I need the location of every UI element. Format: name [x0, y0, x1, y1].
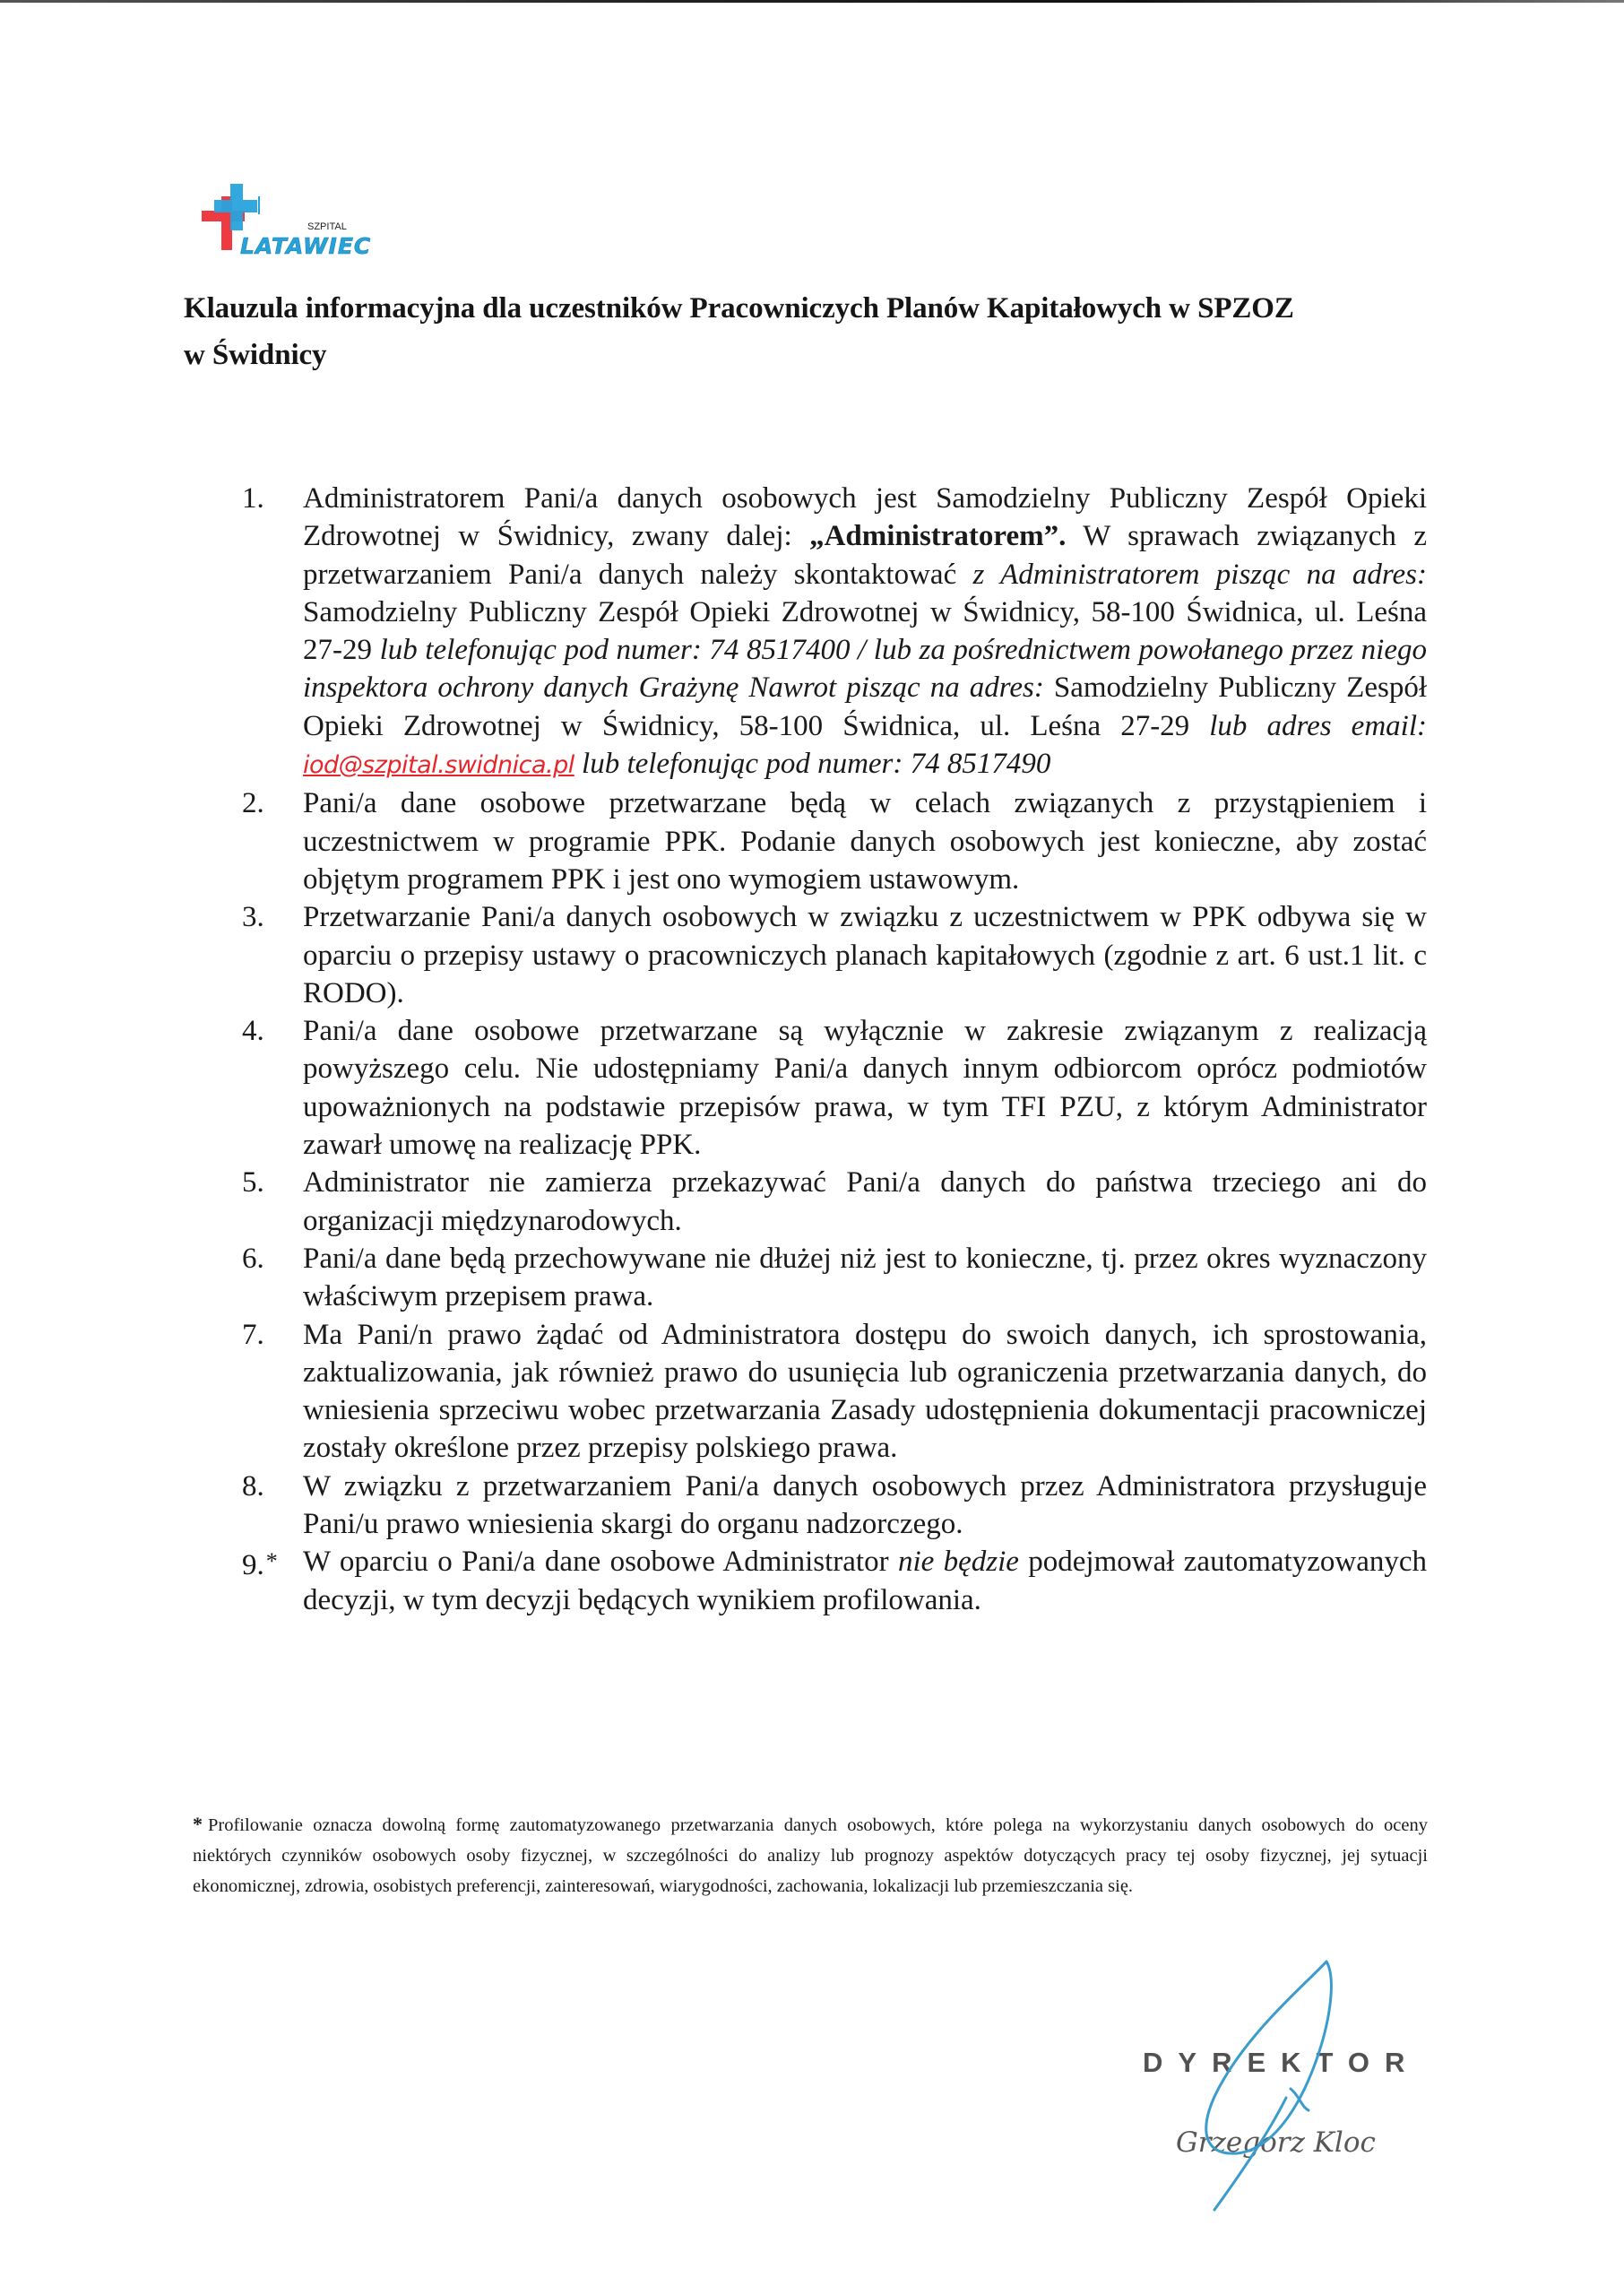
clause-number-value: 9.	[242, 1549, 264, 1582]
handwritten-signature-icon	[1174, 1954, 1389, 2214]
clause-number: 3.	[242, 901, 264, 934]
clause-text: Pani/a dane osobowe przetwarzane są wyłącznie w zakresie związanym z realizacją powyższego celu. Nie udostępniamy Pani/a danych innym odbiorcom oprócz podmiotów upoważnionych na podstawie przepisów prawa, w tym TFI PZU, z którym Administrator zawarł umowę na realizację PPK.	[303, 1015, 1427, 1162]
svg-text:LATAWIEC: LATAWIEC	[240, 233, 372, 255]
clause-number: 2.	[242, 787, 264, 820]
footnote	[193, 1809, 1428, 1901]
clause-number	[242, 1543, 303, 1584]
clause-text: Przetwarzanie Pani/a danych osobowych w związku z uczestnictwem w PPK odbywa się w oparciu o przepisy ustawy o pracowniczych planach kapitałowych (zgodnie z art. 6 ust.1 lit. c RODO).	[303, 901, 1427, 1009]
clause-number: 4.	[242, 1015, 264, 1048]
clause-item-3	[242, 898, 1427, 1012]
footnote-text: Profilowanie oznacza dowolną formę zautomatyzowanego przetwarzania danych osobowych, które polega na wykorzystaniu danych osobowych do oceny niektórych czynników osobowych osoby fizycznej, w szczególności do analizy lub prognozy aspektów dotyczących pracy tej osoby fizycznej, jej sytuacji ekonomicznej, zdrowia, osobistych preferencji, zainteresowań, wiarygodności, zachowania, lokalizacji lub przemieszczania się.	[193, 1815, 1428, 1896]
clause-italic-text: nie będzie	[897, 1546, 1019, 1579]
clause-number: 5.	[242, 1166, 264, 1199]
clause-number: 1.	[242, 482, 264, 515]
clause-item-4	[242, 1012, 1427, 1164]
administrator-bold-term: „Administratorem”.	[809, 520, 1067, 553]
clause-text: Pani/a dane będą przechowywane nie dłużej niż jest to konieczne, tj. przez okres wyznaczony właściwym przepisem prawa.	[303, 1242, 1427, 1313]
hospital-logo	[184, 184, 376, 255]
clause-text: podejmował zautomatyzowanych decyzji, w tym decyzji będących wynikiem profilowania.	[303, 1546, 1427, 1616]
clause-text: Samodzielny Publiczny Zespół Opieki Zdrowotnej w Świdnicy, 58-100 Świdnica, ul. Leśna 27-29	[303, 595, 1427, 667]
title-line-1: Klauzula informacyjna dla uczestników Pracowniczych Planów Kapitałowych w SPZOZ	[184, 292, 1294, 325]
iod-email-link[interactable]: iod@szpital.swidnica.pl	[303, 751, 574, 780]
clause-italic-text: lub telefonując pod numer: 74 8517400 / lub za pośrednictwem powołanego przez niego inspektora ochrony danych Grażynę Nawrot pisząc na adres:	[303, 634, 1427, 705]
clause-italic-text: lub adres email:	[1209, 709, 1427, 742]
clause-item-9	[242, 1543, 1427, 1619]
clause-text: Administratorem Pani/a danych osobowych jest Samodzielny Publiczny Zespół Opieki Zdrowotnej w Świdnicy, zwany dalej:	[303, 482, 1427, 553]
scan-edge	[0, 0, 1624, 3]
clause-text: Ma Pani/n prawo żądać od Administratora dostępu do swoich danych, ich sprostowania, zaktualizowania, jak również prawo do usunięcia lub ograniczenia przetwarzania danych, do wniesienia sprzeciwu wobec przetwarzania Zasady udostępnienia dokumentacji pracowniczej zostały określone przez przepisy polskiego prawa.	[303, 1318, 1427, 1465]
clause-item-7	[242, 1316, 1427, 1468]
clause-item-2	[242, 784, 1427, 898]
medical-cross-icon	[184, 184, 376, 255]
clause-list	[242, 480, 1427, 1619]
clause-item-1	[242, 480, 1427, 784]
clause-item-5	[242, 1164, 1427, 1240]
clause-text: W sprawach związanych z przetwarzaniem Pani/a danych należy skontaktować	[303, 520, 1427, 591]
clause-text: W związku z przetwarzaniem Pani/a danych osobowych przez Administratora przysługuje Pani/u prawo wniesienia skargi do organu nadzorczego.	[303, 1469, 1427, 1541]
stamp-name: Grzegorz Kloc	[1176, 2126, 1376, 2159]
clause-item-8	[242, 1468, 1427, 1544]
clause-text: Samodzielny Publiczny Zespół Opieki Zdrowotnej w Świdnicy, 58-100 Świdnica, ul. Leśna 27-29	[303, 671, 1427, 742]
clause-number: 7.	[242, 1318, 264, 1351]
footnote-marker: *	[193, 1813, 203, 1835]
clause-number: 6.	[242, 1242, 264, 1275]
clause-italic-text: lub telefonując pod numer: 74 8517490	[574, 748, 1051, 781]
svg-text:SZPITAL: SZPITAL	[307, 221, 347, 232]
clause-text: Pani/a dane osobowe przetwarzane będą w celach związanych z przystąpieniem i uczestnictwem w programie PPK. Podanie danych osobowych jest konieczne, aby zostać objętym programem PPK i jest ono wymogiem ustawowym.	[303, 787, 1427, 896]
document-title	[184, 285, 1438, 378]
clause-text: W oparciu o Pani/a dane osobowe Administrator	[303, 1546, 898, 1579]
title-line-2: w Świdnicy	[184, 339, 327, 371]
clause-number: 8.	[242, 1469, 264, 1503]
footnote-marker: *	[265, 1548, 278, 1575]
clause-item-6	[242, 1240, 1427, 1316]
clause-text: Administrator nie zamierza przekazywać Pani/a danych do państwa trzeciego ani do organizacji międzynarodowych.	[303, 1166, 1427, 1237]
clause-italic-text: z Administratorem pisząc na adres:	[972, 558, 1427, 591]
stamp-title: DYREKTOR	[1143, 2047, 1421, 2078]
